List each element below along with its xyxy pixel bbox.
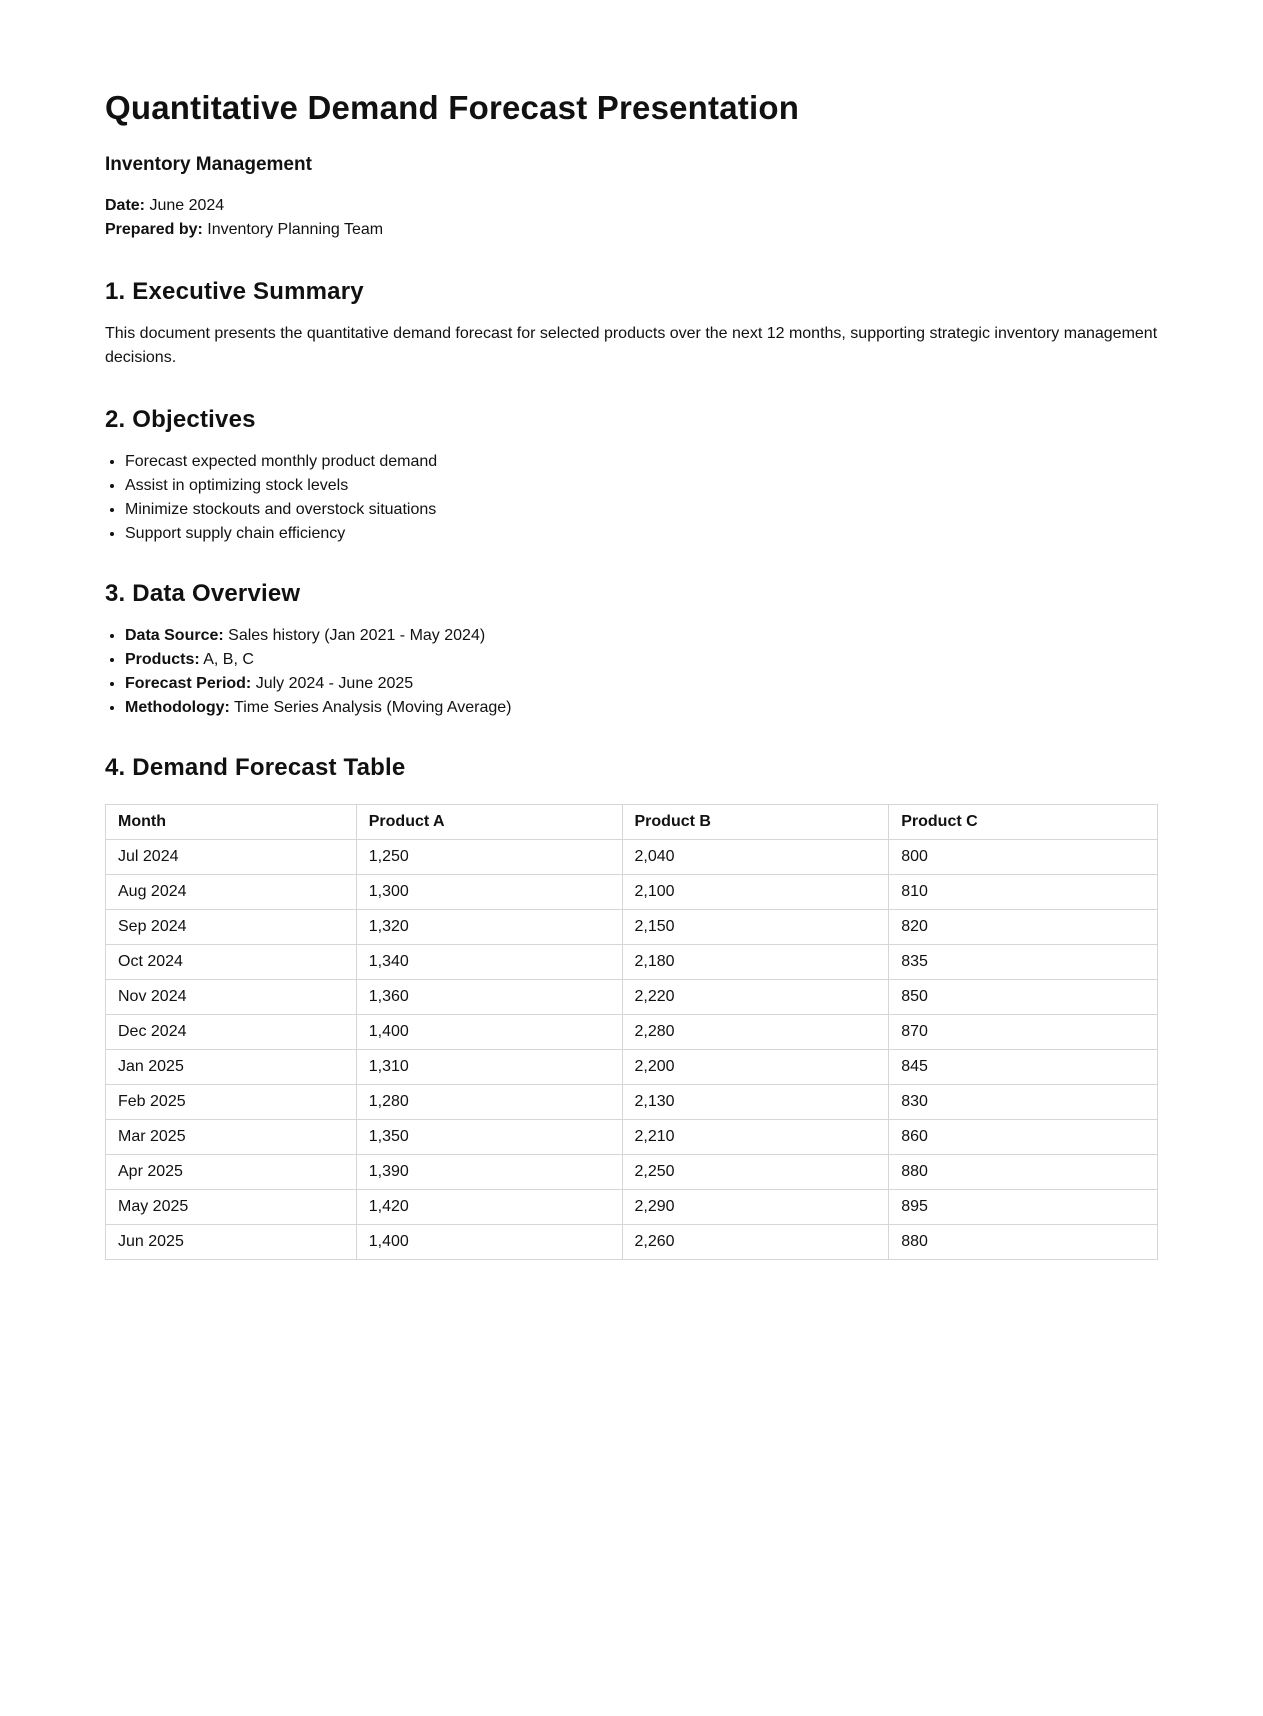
document-meta [105, 194, 1158, 242]
table-cell: 2,250 [622, 1155, 889, 1190]
table-cell: 1,350 [356, 1120, 622, 1155]
document-title: Quantitative Demand Forecast Presentation [105, 89, 800, 126]
table-cell: 1,310 [356, 1050, 622, 1085]
column-header-product-c: Product C [889, 805, 1158, 840]
table-cell: 880 [889, 1155, 1158, 1190]
data-overview-heading: 3. Data Overview [105, 580, 301, 607]
table-cell: 2,130 [622, 1085, 889, 1120]
table-cell: 1,400 [356, 1225, 622, 1260]
table-cell: 2,200 [622, 1050, 889, 1085]
table-cell: 2,280 [622, 1015, 889, 1050]
table-row [106, 910, 1158, 945]
table-row [106, 1190, 1158, 1225]
table-cell: 2,220 [622, 980, 889, 1015]
table-cell: Mar 2025 [106, 1120, 357, 1155]
table-cell: 810 [889, 875, 1158, 910]
item-value: Time Series Analysis (Moving Average) [234, 699, 512, 716]
list-item [125, 624, 1158, 648]
table-cell: 1,250 [356, 840, 622, 875]
item-label: Forecast Period: [125, 675, 252, 692]
table-cell: 2,290 [622, 1190, 889, 1225]
item-value: Sales history (Jan 2021 - May 2024) [228, 627, 486, 644]
table-cell: 1,300 [356, 875, 622, 910]
table-cell: 2,150 [622, 910, 889, 945]
list-item [125, 672, 1158, 696]
table-header-row [106, 805, 1158, 840]
item-label: Products: [125, 651, 200, 668]
table-cell: 1,390 [356, 1155, 622, 1190]
date-label: Date: [105, 197, 146, 214]
date-line [105, 194, 1158, 218]
forecast-table [105, 804, 1158, 1260]
table-cell: Jan 2025 [106, 1050, 357, 1085]
table-row [106, 1225, 1158, 1260]
item-label: Data Source: [125, 627, 224, 644]
table-cell: 830 [889, 1085, 1158, 1120]
table-cell: Aug 2024 [106, 875, 357, 910]
executive-summary-text: This document presents the quantitative demand forecast for selected products over the next 12 months, supporting strategic inventory management decisions. [105, 325, 1158, 366]
data-overview-list [105, 624, 1158, 720]
table-cell: Feb 2025 [106, 1085, 357, 1120]
table-cell: May 2025 [106, 1190, 357, 1225]
list-item [125, 696, 1158, 720]
date-value: June 2024 [149, 197, 225, 214]
column-header-month: Month [106, 805, 357, 840]
table-cell: 845 [889, 1050, 1158, 1085]
column-header-product-b: Product B [622, 805, 889, 840]
list-item [125, 648, 1158, 672]
table-row [106, 875, 1158, 910]
list-item: • Forecast expected monthly product demand [125, 450, 1158, 474]
table-cell: 1,360 [356, 980, 622, 1015]
table-row [106, 1155, 1158, 1190]
table-cell: 800 [889, 840, 1158, 875]
item-value: A, B, C [203, 651, 254, 668]
table-row [106, 1120, 1158, 1155]
table-cell: Jul 2024 [106, 840, 357, 875]
table-cell: 880 [889, 1225, 1158, 1260]
table-cell: 2,040 [622, 840, 889, 875]
list-item: • Assist in optimizing stock levels [125, 474, 1158, 498]
table-cell: 2,100 [622, 875, 889, 910]
table-cell: 2,260 [622, 1225, 889, 1260]
table-cell: 1,280 [356, 1085, 622, 1120]
table-row [106, 1015, 1158, 1050]
prepared-by-line [105, 218, 1158, 242]
table-cell: Apr 2025 [106, 1155, 357, 1190]
item-value: July 2024 - June 2025 [255, 675, 414, 692]
table-cell: 870 [889, 1015, 1158, 1050]
table-row [106, 1085, 1158, 1120]
table-cell: Oct 2024 [106, 945, 357, 980]
table-cell: Nov 2024 [106, 980, 357, 1015]
table-cell: 860 [889, 1120, 1158, 1155]
document-subtitle: Inventory Management [105, 154, 312, 175]
item-label: Methodology: [125, 699, 230, 716]
table-row [106, 945, 1158, 980]
table-cell: Jun 2025 [106, 1225, 357, 1260]
table-cell: 835 [889, 945, 1158, 980]
table-cell: 820 [889, 910, 1158, 945]
column-header-product-a: Product A [356, 805, 622, 840]
table-cell: 2,210 [622, 1120, 889, 1155]
table-row [106, 840, 1158, 875]
list-item: • Support supply chain efficiency [125, 522, 1158, 546]
table-cell: 1,400 [356, 1015, 622, 1050]
prepared-by-label: Prepared by: [105, 221, 203, 238]
table-cell: 850 [889, 980, 1158, 1015]
table-cell: 2,180 [622, 945, 889, 980]
table-cell: 895 [889, 1190, 1158, 1225]
table-cell: 1,420 [356, 1190, 622, 1225]
table-row [106, 1050, 1158, 1085]
list-item: • Minimize stockouts and overstock situations [125, 498, 1158, 522]
prepared-by-value: Inventory Planning Team [207, 221, 384, 238]
executive-summary-heading: 1. Executive Summary [105, 278, 364, 305]
objectives-list [105, 450, 1158, 546]
table-cell: Sep 2024 [106, 910, 357, 945]
table-cell: Dec 2024 [106, 1015, 357, 1050]
objectives-heading: 2. Objectives [105, 406, 256, 433]
table-row [106, 980, 1158, 1015]
table-cell: 1,320 [356, 910, 622, 945]
table-cell: 1,340 [356, 945, 622, 980]
forecast-table-heading: 4. Demand Forecast Table [105, 754, 406, 781]
